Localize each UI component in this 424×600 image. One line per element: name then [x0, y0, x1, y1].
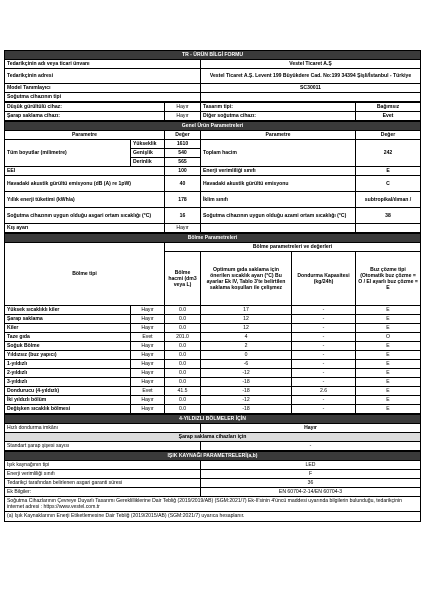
compartment-volume: 0.0	[165, 405, 201, 414]
compartment-volume: 0.0	[165, 324, 201, 333]
compartment-volume: 0.0	[165, 315, 201, 324]
compartment-temp: -18	[201, 387, 292, 396]
general-col-value-2: Değer	[356, 131, 421, 140]
compartment-freeze: -	[292, 351, 356, 360]
compartment-present: Hayır	[131, 342, 165, 351]
compartment-defrost: E	[356, 405, 421, 414]
compartment-name: 3-yıldızlı	[5, 378, 131, 387]
four-star-section-title: 4-YILDIZLI BÖLMELER İÇİN	[5, 415, 421, 424]
compartment-volume: 201.0	[165, 333, 201, 342]
eei-label: EEI	[5, 167, 165, 176]
compartment-col-volume: Bölme hacmi (dm3 veya L)	[165, 252, 201, 306]
compartment-temp: -18	[201, 378, 292, 387]
wine-section-title: Şarap saklama cihazları için	[5, 433, 421, 442]
wine-storage-label: Şarap saklama cihazı:	[5, 112, 165, 121]
compartment-col-defrost: Buz çözme tipi (Otomatik buz çözme = O / El ayarlı buz çözme = E	[356, 252, 421, 306]
noise-emission-value: 40	[165, 176, 201, 192]
compartment-freeze: -	[292, 333, 356, 342]
compartment-freeze: -	[292, 396, 356, 405]
height-label: Yükseklik	[131, 140, 165, 149]
compartment-name: 1-yıldızlı	[5, 360, 131, 369]
general-col-param-2: Parametre	[201, 131, 356, 140]
noise-class-value: C	[356, 176, 421, 192]
design-type-label: Tasarım tipi:	[201, 103, 356, 112]
compartment-temp: 0	[201, 351, 292, 360]
depth-value: 565	[165, 158, 201, 167]
compartment-freeze: -	[292, 315, 356, 324]
compartment-row	[5, 306, 421, 315]
compartment-name: İki yıldızlı bölüm	[5, 396, 131, 405]
extra-info-value: EN 60704-2-14/EN 60704-3	[201, 488, 421, 497]
compartment-present: Hayır	[131, 360, 165, 369]
product-information-sheet	[4, 50, 420, 522]
supplier-name-value: Vestel Ticaret A.Ş	[201, 60, 421, 69]
wine-storage-value: Hayır	[165, 112, 201, 121]
compartment-col-type: Bölme tipi	[5, 243, 165, 306]
low-noise-label: Düşük gürültülü cihaz:	[5, 103, 165, 112]
compartment-temp: 12	[201, 324, 292, 333]
compartment-volume: 0.0	[165, 342, 201, 351]
compartment-name: Kiler	[5, 324, 131, 333]
compartment-present: Evet	[131, 387, 165, 396]
total-volume-value: 242	[356, 140, 421, 167]
climate-class-value: subtropikal/ılıman /	[356, 192, 421, 208]
general-col-value: Değer	[165, 131, 201, 140]
compartment-values-header: Bölme parametreleri ve değerleri	[165, 243, 421, 252]
compartment-freeze: -	[292, 360, 356, 369]
width-value: 540	[165, 149, 201, 158]
compartment-row	[5, 369, 421, 378]
design-type-value: Bağımsız	[356, 103, 421, 112]
compartment-defrost: E	[356, 351, 421, 360]
supplier-address-value: Vestel Ticaret A.Ş. Levent 199 Büyükdere Cad. No:199 34394 Şişli/İstanbul - Türkiye	[201, 69, 421, 84]
general-col-param: Parametre	[5, 131, 165, 140]
compartment-present: Hayır	[131, 369, 165, 378]
compartment-volume: 0.0	[165, 351, 201, 360]
dimensions-label: Tüm boyutlar (milimetre)	[5, 140, 131, 167]
light-section-title: IŞIK KAYNAĞI PARAMETRELERİ(a,b)	[5, 452, 421, 461]
compartment-row	[5, 324, 421, 333]
annual-energy-value: 178	[165, 192, 201, 208]
fast-freeze-label: Hızlı dondurma imkânı	[5, 424, 201, 433]
compartment-present: Evet	[131, 333, 165, 342]
supplier-address-label: Tedarikçinin adresi	[5, 69, 201, 84]
compartment-volume: 0.0	[165, 396, 201, 405]
compartment-name: Şarap saklama	[5, 315, 131, 324]
compartment-temp: 17	[201, 306, 292, 315]
other-cooling-value: Evet	[356, 112, 421, 121]
compartment-defrost: E	[356, 369, 421, 378]
compartment-freeze: -	[292, 378, 356, 387]
compartment-temp: -6	[201, 360, 292, 369]
compartment-name: Dondurucu (4-yıldızlı)	[5, 387, 131, 396]
compartment-row	[5, 342, 421, 351]
compartment-present: Hayır	[131, 306, 165, 315]
supplier-table	[4, 50, 421, 102]
winter-empty-2	[356, 224, 421, 233]
general-parameters-table	[4, 121, 421, 233]
compartment-name: Değişken sıcaklık bölmesi	[5, 405, 131, 414]
compartment-name: Taze gıda	[5, 333, 131, 342]
compartment-volume: 41.5	[165, 387, 201, 396]
compartment-row	[5, 405, 421, 414]
device-type-table	[4, 102, 421, 121]
compartment-row	[5, 351, 421, 360]
winter-empty-1	[201, 224, 356, 233]
noise-class-label: Havadaki akustik gürültü emisyonu	[201, 176, 356, 192]
supplier-name-label: Tedarikçinin adı veya ticari ünvanı	[5, 60, 201, 69]
extra-info-label: Ek Bilgiler:	[5, 488, 201, 497]
compartment-row	[5, 396, 421, 405]
eei-value: 100	[165, 167, 201, 176]
other-cooling-label: Diğer soğutma cihazı:	[201, 112, 356, 121]
height-value: 1610	[165, 140, 201, 149]
energy-class-label: Enerji verimliliği sınıfı	[201, 167, 356, 176]
climate-class-label: İklim sınıfı	[201, 192, 356, 208]
wine-bottles-label: Standart şarap şişesi sayısı	[5, 442, 201, 451]
four-star-table	[4, 414, 421, 451]
compartment-row	[5, 315, 421, 324]
compartment-defrost: E	[356, 387, 421, 396]
compartment-defrost: E	[356, 396, 421, 405]
compartment-temp: 4	[201, 333, 292, 342]
compartment-defrost: E	[356, 324, 421, 333]
light-type-value: LED	[201, 461, 421, 470]
max-ambient-temp-value: 38	[356, 208, 421, 224]
warranty-value: 36	[201, 479, 421, 488]
compartment-name: Soğuk Bölme	[5, 342, 131, 351]
compartment-temp: 2	[201, 342, 292, 351]
fast-freeze-value: Hayır	[201, 424, 421, 433]
model-label: Model Tanımlayıcı	[5, 84, 201, 93]
min-ambient-temp-value: 16	[165, 208, 201, 224]
light-source-table	[4, 451, 421, 522]
max-ambient-temp-label: Soğutma cihazının uygun olduğu azami ortam sıcaklığı (°C)	[201, 208, 356, 224]
compartment-freeze: -	[292, 342, 356, 351]
device-type-label: Soğutma cihazının tipi	[5, 93, 201, 102]
compartment-temp: -18	[201, 405, 292, 414]
low-noise-value: Hayır	[165, 103, 201, 112]
warranty-label: Tedarikçi tarafından belirlenen asgari garanti süresi	[5, 479, 201, 488]
model-value: SC30011	[201, 84, 421, 93]
compartment-name: 2-yıldızlı	[5, 369, 131, 378]
compartment-temp: 12	[201, 315, 292, 324]
device-type-value	[201, 93, 421, 102]
compartment-row	[5, 360, 421, 369]
compartment-row	[5, 333, 421, 342]
min-ambient-temp-label: Soğutma cihazının uygun olduğu asgari ortam sıcaklığı (°C)	[5, 208, 165, 224]
general-section-title: Genel Ürün Parametreleri	[5, 122, 421, 131]
compartment-defrost: E	[356, 342, 421, 351]
footnote-supplier-website: Soğutma Cihazlarının Çevreye Duyarlı Tasarımı Gereklilliklerine Dair Tebliğ (2019/2019/AB) (SGM:2021/7) Ek-II'sinin 4'üncü maddesi uyarında bilgilerin bulunduğu, tedarikçinin internet adresi : https://www.vestel.com.tr	[5, 497, 421, 512]
compartment-name: Yüksek sıcaklıklı kiler	[5, 306, 131, 315]
compartment-freeze: -	[292, 405, 356, 414]
width-label: Genişlik	[131, 149, 165, 158]
light-class-label: Enerji verimliliği sınıfı	[5, 470, 201, 479]
compartment-present: Hayır	[131, 396, 165, 405]
compartment-defrost: E	[356, 360, 421, 369]
compartment-present: Hayır	[131, 351, 165, 360]
form-title: TR - ÜRÜN BİLGİ FORMU	[5, 51, 421, 60]
compartment-present: Hayır	[131, 315, 165, 324]
compartment-row	[5, 387, 421, 396]
compartment-volume: 0.0	[165, 378, 201, 387]
compartment-section-title: Bölme Parametreleri	[5, 234, 421, 243]
compartment-volume: 0.0	[165, 360, 201, 369]
compartment-present: Hayır	[131, 378, 165, 387]
compartment-col-freeze: Dondurma Kapasitesi (kg/24h)	[292, 252, 356, 306]
compartment-col-temp: Optimum gıda saklama için önerilen sıcaklık ayarı (°C) Bu ayarlar Ek IV, Tablo 3'te belirtilen saklama koşulları ile çelişmez	[201, 252, 292, 306]
compartment-freeze: 2.6	[292, 387, 356, 396]
annual-energy-label: Yıllık enerji tüketimi (kWh/a)	[5, 192, 165, 208]
compartment-volume: 0.0	[165, 369, 201, 378]
compartment-row	[5, 378, 421, 387]
compartment-freeze: -	[292, 324, 356, 333]
compartment-name: Yıldızsız (buz yapıcı)	[5, 351, 131, 360]
compartment-table	[4, 233, 421, 414]
compartment-freeze: -	[292, 306, 356, 315]
light-type-label: Işık kaynağının tipi	[5, 461, 201, 470]
energy-class-value: E	[356, 167, 421, 176]
total-volume-label: Toplam hacim	[201, 140, 356, 167]
footnote-light-calculation: (a) Işık Kaynaklarının Enerji Etiketlemesine Dair Tebliğ (2019/2015/AB) (SGM:2021/7) uyarıca hesaplanır.	[5, 512, 421, 521]
depth-label: Derinlik	[131, 158, 165, 167]
compartment-present: Hayır	[131, 324, 165, 333]
compartment-volume: 0.0	[165, 306, 201, 315]
compartment-temp: -12	[201, 369, 292, 378]
winter-setting-value: Hayır	[165, 224, 201, 233]
compartment-rows	[5, 306, 421, 414]
compartment-defrost: E	[356, 306, 421, 315]
compartment-temp: -12	[201, 396, 292, 405]
winter-setting-label: Kış ayarı	[5, 224, 165, 233]
compartment-defrost: E	[356, 378, 421, 387]
compartment-present: Hayır	[131, 405, 165, 414]
compartment-freeze: -	[292, 369, 356, 378]
compartment-defrost: O	[356, 333, 421, 342]
light-class-value: F	[201, 470, 421, 479]
wine-bottles-value: -	[201, 442, 421, 451]
noise-emission-label: Havadaki akustik gürültü emisyonu (dB (A) re 1pW)	[5, 176, 165, 192]
compartment-defrost: E	[356, 315, 421, 324]
